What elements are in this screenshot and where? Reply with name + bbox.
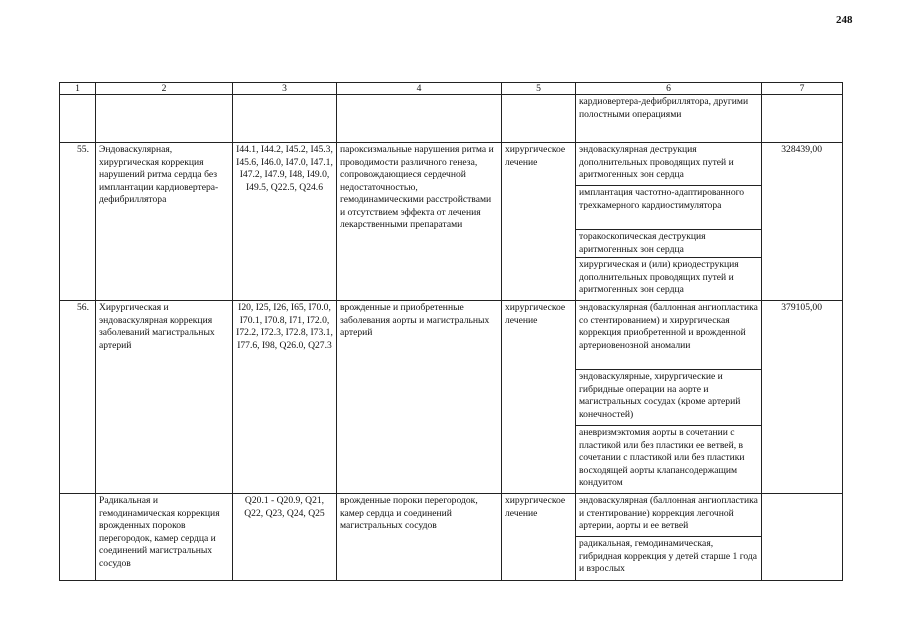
cell-name: Эндоваскулярная, хирургическая коррекция нарушений ритма сердца без имплантации кардиовертера-дефибриллятора — [96, 143, 233, 301]
column-header-6: 6 — [576, 83, 762, 95]
column-header-2: 2 — [96, 83, 233, 95]
cell-method: эндоваскулярная (баллонная ангиопластика и стентирование) коррекция легочной артерии, аорты и ее ветвей — [576, 494, 762, 537]
page-number: 248 — [836, 14, 853, 26]
cell-treatment: хирургическое лечение — [502, 143, 576, 301]
cell-codes: I20, I25, I26, I65, I70.0, I70.1, I70.8, I71, I72.0, I72.2, I72.3, I72.8, I73.1, I77.6, I98, Q26.0, Q27.3 — [233, 301, 337, 494]
cell-number: 56. — [60, 301, 96, 494]
column-header-3: 3 — [233, 83, 337, 95]
cell-treatment: хирургическое лечение — [502, 494, 576, 581]
table-row-56 — [60, 301, 843, 370]
cell-model: пароксизмальные нарушения ритма и проводимости различного генеза, сопровождающиеся сердечной недостаточностью, гемодинамическими расстройствами и отсутствием эффекта от лечения лекарственными препаратами — [337, 143, 502, 301]
cell-name — [96, 95, 233, 143]
cell-cost — [762, 95, 843, 143]
cell-method: эндоваскулярная деструкция дополнительных проводящих путей и аритмогенных зон сердца — [576, 143, 762, 186]
cell-method: аневризмэктомия аорты в сочетании с пластикой или без пластики ее ветвей, в сочетании с пластикой или без пластики восходящей аорты клапансодержащим кондуитом — [576, 426, 762, 494]
cell-name: Радикальная и гемодинамическая коррекция врожденных пороков перегородок, камер сердца и соединений магистральных сосудов — [96, 494, 233, 581]
column-header-4: 4 — [337, 83, 502, 95]
cell-treatment: хирургическое лечение — [502, 301, 576, 494]
cell-cost — [762, 494, 843, 581]
cell-method: торакоскопическая деструкция аритмогенных зон сердца — [576, 230, 762, 258]
header-row — [60, 83, 843, 95]
procedures-table — [59, 82, 843, 581]
cell-method: радикальная, гемодинамическая, гибридная коррекция у детей старше 1 года и взрослых — [576, 537, 762, 581]
cell-cost: 379105,00 — [762, 301, 843, 494]
cell-number — [60, 494, 96, 581]
column-header-1: 1 — [60, 83, 96, 95]
cell-model: врожденные пороки перегородок, камер сердца и соединений магистральных сосудов — [337, 494, 502, 581]
cell-method: имплантация частотно-адаптированного трехкамерного кардиостимулятора — [576, 186, 762, 230]
cell-name: Хирургическая и эндоваскулярная коррекция заболеваний магистральных артерий — [96, 301, 233, 494]
cell-treatment — [502, 95, 576, 143]
cell-method: эндоваскулярная (баллонная ангиопластика со стентированием) и хирургическая коррекция приобретенной и врожденной артериовенозной аномалии — [576, 301, 762, 370]
column-header-7: 7 — [762, 83, 843, 95]
cell-number: 55. — [60, 143, 96, 301]
table-row-55 — [60, 143, 843, 186]
cell-method: хирургическая и (или) криодеструкция дополнительных проводящих путей и аритмогенных зон сердца — [576, 258, 762, 301]
cell-codes — [233, 95, 337, 143]
cell-model — [337, 95, 502, 143]
cell-codes: I44.1, I44.2, I45.2, I45.3, I45.6, I46.0, I47.0, I47.1, I47.2, I47.9, I48, I49.0, I49.5, Q22.5, Q24.6 — [233, 143, 337, 301]
cell-method: эндоваскулярные, хирургические и гибридные операции на аорте и магистральных сосудах (кроме артерий конечностей) — [576, 370, 762, 426]
cell-model: врожденные и приобретенные заболевания аорты и магистральных артерий — [337, 301, 502, 494]
table-row-57 — [60, 494, 843, 537]
cell-method: кардиовертера-дефибриллятора, другими полостными операциями — [576, 95, 762, 143]
cell-codes: Q20.1 - Q20.9, Q21, Q22, Q23, Q24, Q25 — [233, 494, 337, 581]
continued-row — [60, 95, 843, 143]
cell-number — [60, 95, 96, 143]
cell-cost: 328439,00 — [762, 143, 843, 301]
column-header-5: 5 — [502, 83, 576, 95]
